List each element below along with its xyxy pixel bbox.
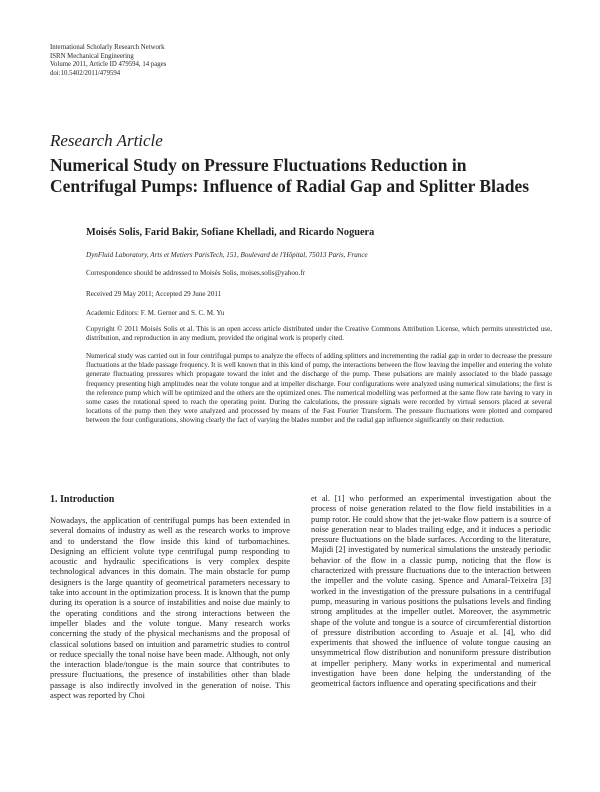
journal-volume: Volume 2011, Article ID 479594, 14 pages	[50, 61, 167, 69]
intro-paragraph-right: et al. [1] who performed an experimental investigation about the process of noise generation related to the flow field instabilities in a pump rotor. He could show that the jet-wake flow pattern is a source of noise generation near to blades trailing edge, and it induces a periodic pressure fluctuations on the blade surfaces. According to the literature, Majidi [2] investigated by numerical simulations the unsteady periodic behavior of the flow in a classic pump, noticing that the flow is characterized with pressure fluctuations due to the interaction between the impeller and the volute casing. Spence and Amaral-Teixeira [3] worked in the investigation of the pressure pulsations in a centrifugal pump, measuring in various positions the pulsations levels and finding strong amplitudes at the impeller outlet. Moreover, the asymmetric shape of the volute and tongue is a source of circumferential distortion of pressure distribution according to Asuaje et al. [4], who did experiments that showed the influence of volute tongue causing an unsymmetrical flow distribution and nonuniform pressure distribution at impeller periphery. Many works in experimental and numerical investigation have been done helping the understanding of the geometrical factors influence and operating specifications and their	[311, 494, 551, 689]
received-accepted-dates: Received 29 May 2011; Accepted 29 June 2011	[86, 290, 222, 298]
title-line-1: Numerical Study on Pressure Fluctuations Reduction in	[50, 155, 467, 175]
affiliation: DynFluid Laboratory, Arts et Metiers ParisTech, 151, Boulevard de l'Hôpital, 75013 Paris, France	[86, 251, 368, 259]
journal-header	[50, 44, 166, 78]
journal-title: ISRN Mechanical Engineering	[50, 52, 134, 60]
intro-paragraph-left: Nowadays, the application of centrifugal pumps has been extended in several domains of industry as well as the research works to improve and to understand the flow inside this kind of turbomachines. Designing an efficient volute type centrifugal pump responding to acoustic and hydraulic specifications is very complex despite technological advances in this domain. The main obstacle for pump designers is the large quantity of geometrical parameters necessary to take into account in the optimization process. It is known that the pump during its operation is a source of instabilities and noise due mainly to the operating conditions and the strong interactions between the impeller blades and the volute tongue. Many research works concerning the study of the physical mechanisms and the proposal of classical solutions based on intuition and parametric studies to control or reduce specially the tonal noise have been made. Although, not only the interaction blade/tongue is the main source that contributes to pressure fluctuations, the presence of instabilities other than blade passage is also indirectly involved in the generation of noise. This aspect was reported by Choi	[50, 516, 290, 701]
author-list: Moisés Solis, Farid Bakir, Sofiane Khelladi, and Ricardo Noguera	[86, 227, 375, 238]
column-left	[50, 494, 290, 701]
journal-network: International Scholarly Research Network	[50, 44, 165, 51]
academic-editors: Academic Editors: F. M. Gerner and S. C. M. Yu	[86, 309, 225, 317]
column-right	[311, 494, 551, 690]
abstract: Numerical study was carried out in four centrifugal pumps to analyze the effects of adding splitters and incrementing the radial gap in order to decrease the pressure fluctuations at the blade passage frequency. It is well known that in this kind of pump, the interactions between the flow leaving the impeller and entering the volute generate fluctuating pressures which propagate toward the inlet and the discharge of the pump. These pulsations are mainly associated to the blade passage frequency presenting high amplitudes near the volute tongue and at impeller discharge. Four configurations were analyzed using numerical simulations; the first is the reference pump which will be optimized and the others are the optimized ones. The numerical modelling was performed at the same flow rate having to vary in some cases the rotational speed to reach the operating point. During the calculations, the pressure signals were recorded by virtual sensors placed at several locations of the pump then they were analyzed and processed by means of the Fast Fourier Transform. The pressure fluctuations were plotted and compared between the four configurations, showing clearly the fact of varying the blades number and the radial gap influence significantly on their reduction.	[86, 352, 552, 425]
article-title	[50, 155, 570, 197]
correspondence: Correspondence should be addressed to Moisés Solis, moises.solis@yahoo.fr	[86, 269, 305, 277]
section-heading: 1. Introduction	[50, 494, 115, 505]
journal-doi: doi:10.5402/2011/479594	[50, 69, 121, 77]
article-type: Research Article	[50, 131, 163, 150]
copyright-notice: Copyright © 2011 Moisés Solis et al. This is an open access article distributed under the Creative Commons Attribution License, which permits unrestricted use, distribution, and reproduction in any medium, provided the original work is properly cited.	[86, 325, 552, 343]
title-line-2: Centrifugal Pumps: Influence of Radial Gap and Splitter Blades	[50, 176, 530, 196]
